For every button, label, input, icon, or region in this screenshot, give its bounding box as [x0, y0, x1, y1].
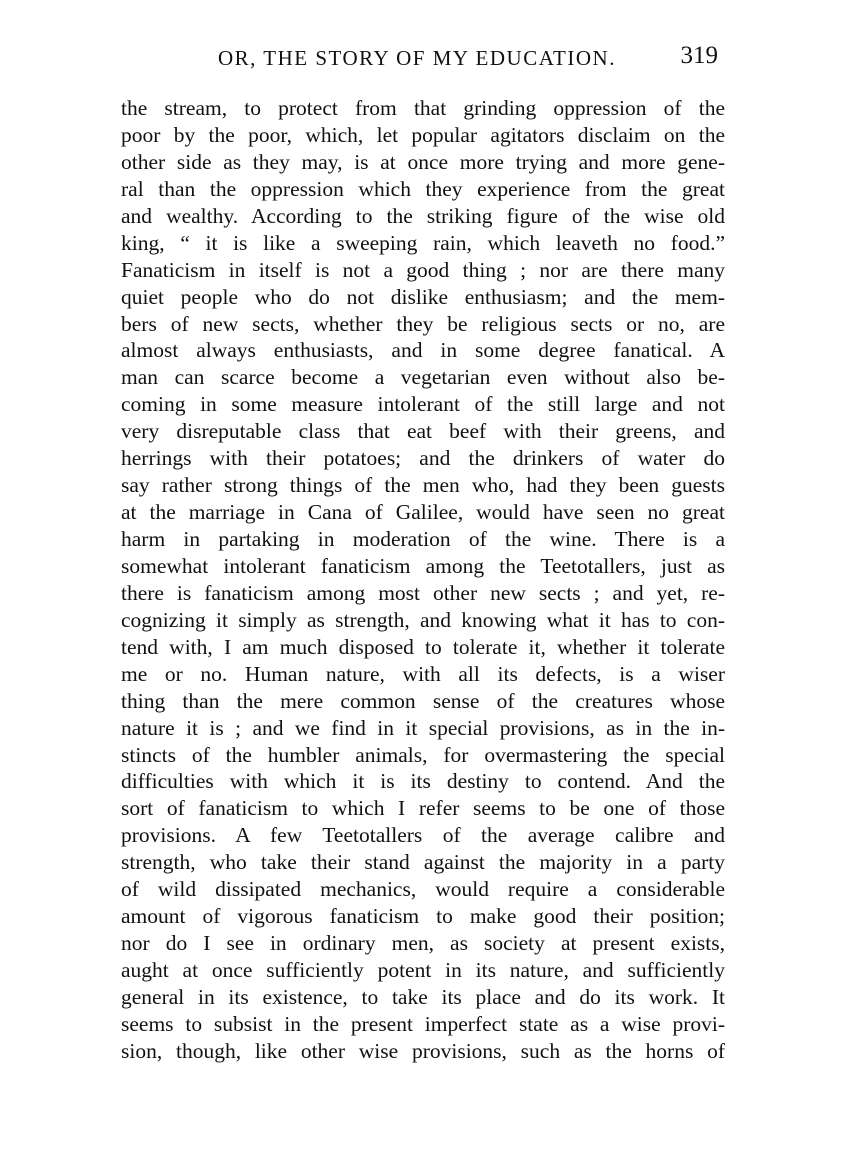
text-line: king, “ it is like a sweeping rain, which leaveth no food.” [121, 230, 725, 255]
text-line: say rather strong things of the men who, had they been guests [121, 473, 725, 498]
text-line: cognizing it simply as strength, and knowing what it has to con- [121, 607, 725, 632]
text-line: nature it is ; and we find in it special provisions, as in the in- [121, 715, 725, 740]
text-line: man can scarce become a vegetarian even without also be- [121, 365, 725, 390]
text-line: stincts of the humbler animals, for overmastering the special [121, 742, 725, 767]
text-line: the stream, to protect from that grinding oppression of the [121, 96, 725, 120]
text-line: of wild dissipated mechanics, would require a considerable [121, 877, 725, 902]
text-line: harm in partaking in moderation of the wine. There is a [121, 527, 725, 551]
text-line: poor by the poor, which, let popular agitators disclaim on the [121, 122, 725, 147]
text-line: herrings with their potatoes; and the drinkers of water do [121, 446, 725, 471]
text-line: provisions. A few Teetotallers of the average calibre and [121, 823, 725, 848]
text-line: general in its existence, to take its place and do its work. It [121, 984, 725, 1009]
text-line: Fanaticism in itself is not a good thing ; nor are there many [121, 257, 725, 282]
text-line: quiet people who do not dislike enthusiasm; and the mem- [121, 284, 725, 309]
text-line: other side as they may, is at once more trying and more gene- [121, 149, 725, 174]
text-line: sort of fanaticism to which I refer seems to be one of those [121, 796, 725, 821]
page-number: 319 [680, 42, 718, 69]
text-line: tend with, I am much disposed to tolerate it, whether it tolerate [121, 634, 725, 659]
text-line: bers of new sects, whether they be religious sects or no, are [121, 311, 725, 336]
text-line: seems to subsist in the present imperfect state as a wise provi- [121, 1011, 725, 1036]
text-line: amount of vigorous fanaticism to make good their position; [121, 904, 725, 929]
body-text [121, 95, 725, 1065]
text-line: there is fanaticism among most other new sects ; and yet, re- [121, 580, 725, 605]
text-line: very disreputable class that eat beef with their greens, and [121, 419, 725, 444]
text-line: me or no. Human nature, with all its defects, is a wiser [121, 661, 725, 686]
text-line: aught at once sufficiently potent in its nature, and sufficiently [121, 958, 725, 982]
text-line: thing than the mere common sense of the creatures whose [121, 688, 725, 713]
text-line: somewhat intolerant fanaticism among the Teetotallers, just as [121, 553, 725, 578]
running-head [218, 42, 718, 76]
text-line: and wealthy. According to the striking figure of the wise old [121, 203, 725, 228]
running-title: OR, THE STORY OF MY EDUCATION. [218, 46, 616, 70]
text-line: sion, though, like other wise provisions, such as the horns of [121, 1038, 725, 1063]
text-line: nor do I see in ordinary men, as society at present exists, [121, 931, 725, 956]
text-line: ral than the oppression which they experience from the great [121, 176, 725, 201]
text-line: at the marriage in Cana of Galilee, would have seen no great [121, 500, 725, 525]
text-line: almost always enthusiasts, and in some degree fanatical. A [121, 338, 725, 363]
text-line: coming in some measure intolerant of the still large and not [121, 392, 725, 417]
text-line: difficulties with which it is its destiny to contend. And the [121, 769, 725, 794]
text-line: strength, who take their stand against the majority in a party [121, 850, 725, 875]
